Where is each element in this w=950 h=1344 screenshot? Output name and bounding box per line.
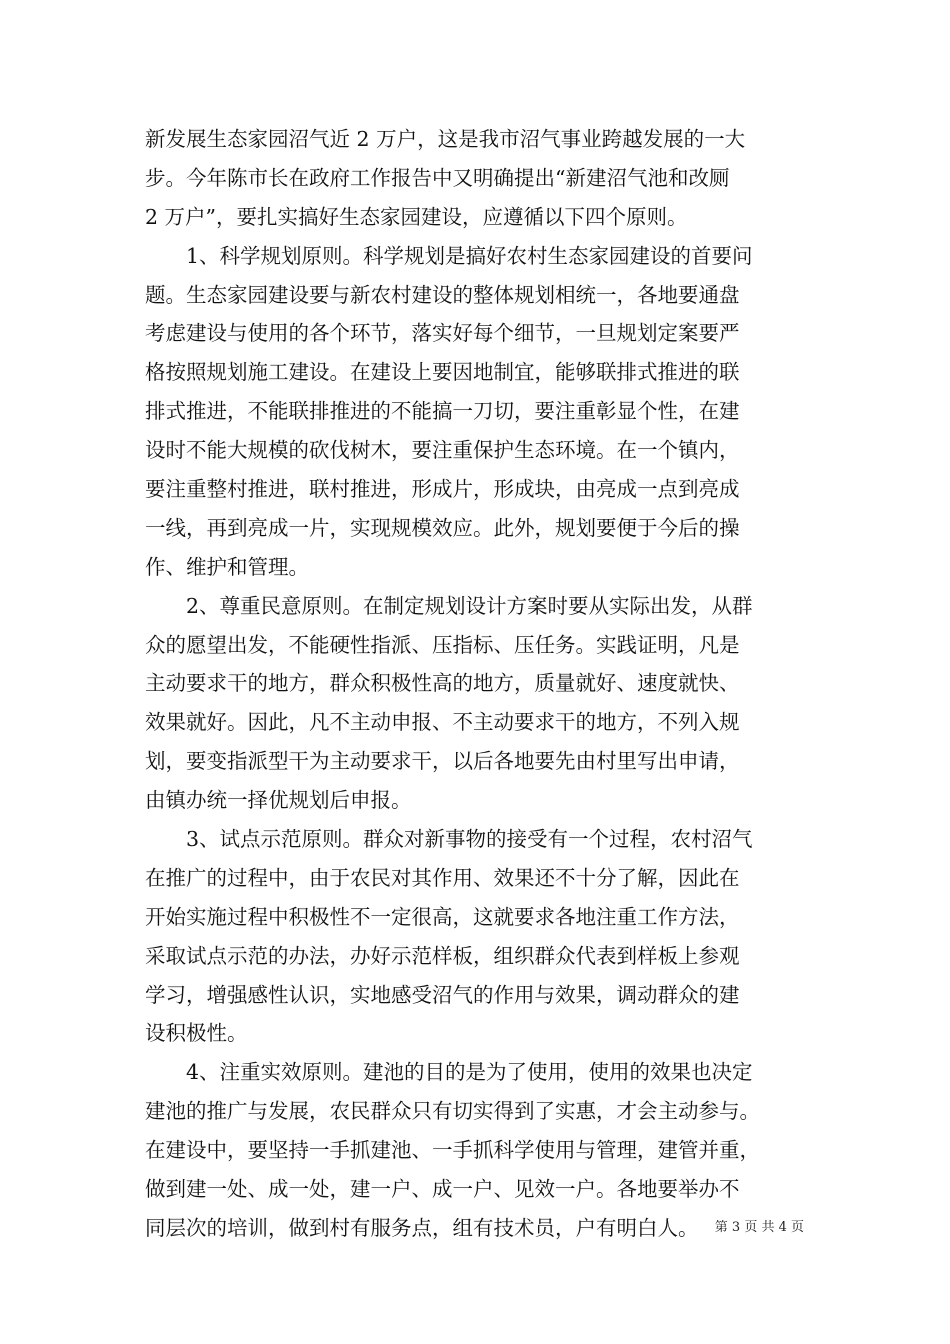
body-line: 设积极性。 (145, 1021, 248, 1046)
paragraph-first-line: 3、试点示范原则。群众对新事物的接受有一个过程，农村沼气 (186, 827, 753, 852)
body-line: 要注重整村推进，联村推进，形成片，形成块，由亮成一点到亮成 (145, 477, 740, 502)
body-line: 众的愿望出发，不能硬性指派、压指标、压任务。实践证明，凡是 (145, 632, 740, 657)
body-line: 学习，增强感性认识，实地感受沼气的作用与效果，调动群众的建 (145, 982, 740, 1007)
body-line: 由镇办统一择优规划后申报。 (145, 788, 412, 813)
paragraph-first-line: 1、科学规划原则。科学规划是搞好农村生态家园建设的首要问 (186, 243, 753, 268)
body-line: 同层次的培训，做到村有服务点，组有技术员，户有明白人。 (145, 1215, 699, 1240)
paragraph-first-line: 4、注重实效原则。建池的目的是为了使用，使用的效果也决定 (186, 1060, 753, 1085)
body-line: 做到建一处、成一处，建一户、成一户、见效一户。各地要举办不 (145, 1177, 740, 1202)
body-line: 一线，再到亮成一片，实现规模效应。此外，规划要便于今后的操 (145, 515, 740, 540)
body-line: 新发展生态家园沼气近 2 万户，这是我市沼气事业跨越发展的一大 (145, 127, 746, 151)
body-line: 题。生态家园建设要与新农村建设的整体规划相统一，各地要通盘 (145, 282, 740, 307)
body-line: 开始实施过程中积极性不一定很高，这就要求各地注重工作方法， (145, 904, 740, 929)
body-line: 在推广的过程中，由于农民对其作用、效果还不十分了解，因此在 (145, 865, 740, 890)
body-line: 效果就好。因此，凡不主动申报、不主动要求干的地方，不列入规 (145, 710, 740, 735)
document-body (145, 120, 810, 1248)
body-line: 划，要变指派型干为主动要求干，以后各地要先由村里写出申请， (145, 749, 740, 774)
body-line: 步。今年陈市长在政府工作报告中又明确提出“新建沼气池和改厕 (145, 165, 730, 190)
page-number: 第 3 页 共 4 页 (714, 1220, 804, 1235)
paragraph-first-line: 2、尊重民意原则。在制定规划设计方案时要从实际出发，从群 (186, 593, 753, 618)
body-line: 2 万户”，要扎实搞好生态家园建设，应遵循以下四个原则。 (145, 204, 688, 229)
body-line: 采取试点示范的办法，办好示范样板，组织群众代表到样板上参观 (145, 943, 740, 968)
body-line: 设时不能大规模的砍伐树木，要注重保护生态环境。在一个镇内， (145, 438, 740, 463)
body-line: 主动要求干的地方，群众积极性高的地方，质量就好、速度就快、 (145, 671, 740, 696)
body-line: 作、维护和管理。 (145, 554, 309, 579)
body-line: 在建设中，要坚持一手抓建池、一手抓科学使用与管理，建管并重， (145, 1138, 760, 1163)
body-line: 考虑建设与使用的各个环节，落实好每个细节，一旦规划定案要严 (145, 321, 740, 346)
body-line: 排式推进，不能联排推进的不能搞一刀切，要注重彰显个性，在建 (145, 399, 740, 424)
body-line: 格按照规划施工建设。在建设上要因地制宜，能够联排式推进的联 (145, 360, 740, 385)
body-line: 建池的推广与发展，农民群众只有切实得到了实惠，才会主动参与。 (145, 1099, 760, 1124)
